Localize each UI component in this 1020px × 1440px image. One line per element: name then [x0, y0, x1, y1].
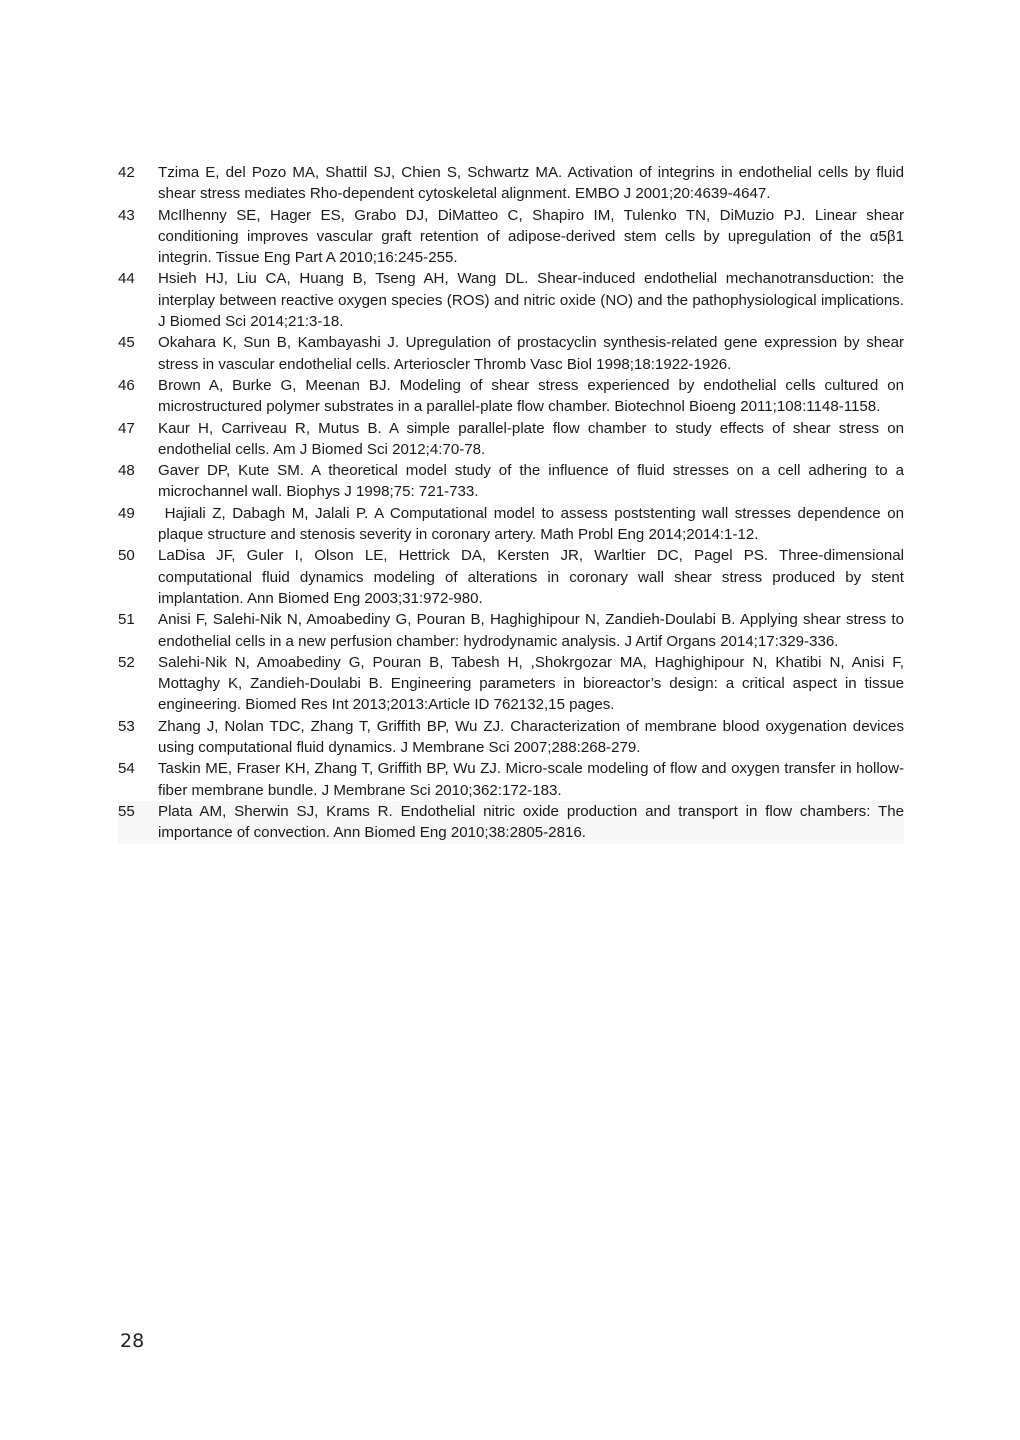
reference-text: Brown A, Burke G, Meenan BJ. Modeling of shear stress experienced by endothelial cells cultured on microstructured polymer substrates in a parallel-plate flow chamber. Biotechnol Bioeng 2011;108:1148-1158.: [158, 376, 904, 416]
reference-text: McIlhenny SE, Hager ES, Grabo DJ, DiMatteo C, Shapiro IM, Tulenko TN, DiMuzio PJ. Linear shear conditioning improves vascular graft retention of adipose-derived stem cells by upregulation of the α5β1 integrin. Tissue Eng Part A 2010;16:245-255.: [158, 206, 904, 267]
reference-text: Gaver DP, Kute SM. A theoretical model study of the influence of fluid stresses on a cell adhering to a microchannel wall. Biophys J 1998;75: 721-733.: [158, 462, 904, 501]
reference-item: [118, 332, 904, 375]
reference-text: Anisi F, Salehi-Nik N, Amoabediny G, Pouran B, Haghighipour N, Zandieh-Doulabi B. Applying shear stress to endothelial cells in a new perfusion chamber: hydrodynamic analysis. J Artif Organs 2014;17:329-336.: [158, 611, 904, 650]
reference-number: 48: [118, 462, 135, 480]
reference-text: LaDisa JF, Guler I, Olson LE, Hettrick DA, Kersten JR, Warltier DC, Pagel PS. Three-dimensional computational fluid dynamics modeling of alterations in coronary wall shear stress produced by stent implantation. Ann Biomed Eng 2003;31:972-980.: [158, 547, 904, 607]
reference-text: Tzima E, del Pozo MA, Shattil SJ, Chien S, Schwartz MA. Activation of integrins in endothelial cells by fluid shear stress mediates Rho-dependent cytoskeletal alignment. EMBO J 2001;20:4639-4647.: [158, 164, 904, 203]
reference-number: 53: [118, 717, 135, 735]
reference-text: Zhang J, Nolan TDC, Zhang T, Griffith BP, Wu ZJ. Characterization of membrane blood oxygenation devices using computational fluid dynamics. J Membrane Sci 2007;288:268-279.: [158, 717, 904, 757]
reference-number: 44: [118, 270, 135, 288]
reference-number: 52: [118, 653, 135, 671]
reference-item: [118, 460, 904, 503]
reference-number: 51: [118, 611, 135, 629]
reference-number: 43: [118, 206, 135, 224]
reference-number: 50: [118, 547, 135, 565]
reference-text: Hsieh HJ, Liu CA, Huang B, Tseng AH, Wang DL. Shear-induced endothelial mechanotransduction: the interplay between reactive oxygen species (ROS) and nitric oxide (NO) and the pathophysiological implications. J Biomed Sci 2014;21:3-18.: [158, 270, 904, 331]
reference-text: Hajiali Z, Dabagh M, Jalali P. A Computational model to assess poststenting wall stresses dependence on plaque structure and stenosis severity in coronary artery. Math Probl Eng 2014;2014:1-12.: [158, 504, 909, 544]
reference-number: 42: [118, 164, 135, 181]
reference-number: 46: [118, 376, 135, 394]
reference-number: 45: [118, 334, 135, 352]
reference-text: Taskin ME, Fraser KH, Zhang T, Griffith BP, Wu ZJ. Micro-scale modeling of flow and oxygen transfer in hollow-fiber membrane bundle. J Membrane Sci 2010;362:172-183.: [158, 760, 904, 799]
reference-text: Kaur H, Carriveau R, Mutus B. A simple parallel-plate flow chamber to study effects of shear stress on endothelial cells. Am J Biomed Sci 2012;4:70-78.: [158, 419, 904, 458]
reference-item: [118, 375, 904, 418]
reference-number: 47: [118, 419, 135, 437]
page-number: 28: [120, 1330, 145, 1352]
reference-text: Salehi-Nik N, Amoabediny G, Pouran B, Tabesh H, ,Shokrgozar MA, Haghighipour N, Khatibi N, Anisi F, Mottaghy K, Zandieh-Doulabi B. Engineering parameters in bioreactor’s design: a critical aspect in tissue engineering. Biomed Res Int 2013;2013:Article ID 762132,15 pages.: [158, 653, 904, 714]
reference-item: [118, 503, 909, 546]
reference-item: [118, 652, 904, 716]
reference-item: [118, 609, 904, 652]
reference-number: 49: [118, 504, 135, 522]
reference-item: [118, 162, 904, 205]
reference-item: [118, 758, 904, 801]
reference-text: Okahara K, Sun B, Kambayashi J. Upregulation of prostacyclin synthesis-related gene expression by shear stress in vascular endothelial cells. Arterioscler Thromb Vasc Biol 1998;18:1922-1926.: [158, 334, 904, 373]
reference-item: [118, 545, 904, 609]
reference-number: 54: [118, 760, 135, 778]
reference-item: [118, 205, 904, 269]
reference-number: 55: [118, 802, 135, 820]
reference-list: [118, 162, 909, 844]
reference-text: Plata AM, Sherwin SJ, Krams R. Endothelial nitric oxide production and transport in flow chambers: The importance of convection. Ann Biomed Eng 2010;38:2805-2816.: [158, 802, 904, 842]
reference-item: [118, 801, 904, 844]
reference-item: [118, 268, 904, 332]
reference-item: [118, 716, 904, 759]
reference-item: [118, 418, 904, 461]
